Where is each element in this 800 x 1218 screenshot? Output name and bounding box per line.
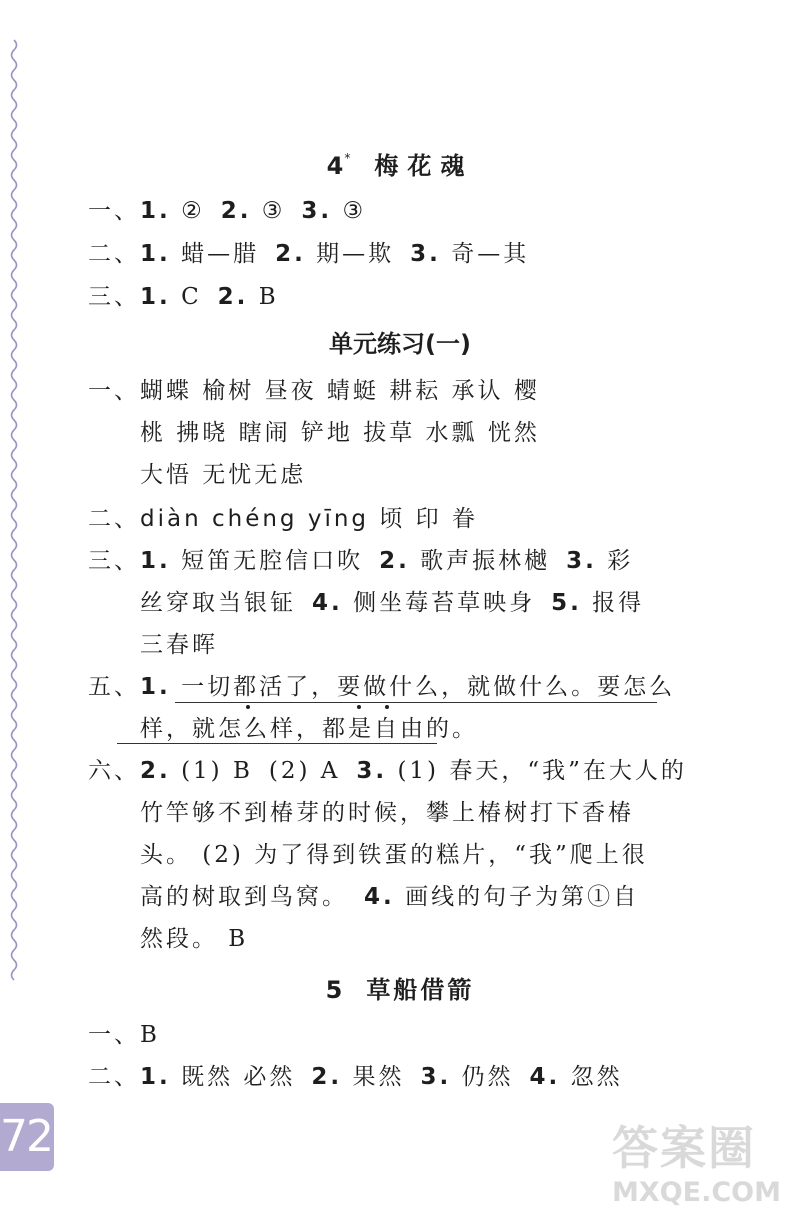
item-answer: 报得 <box>592 590 645 616</box>
item-answer: 头。 (2) 为了得到铁蛋的糕片，“我”爬上很 <box>140 842 648 868</box>
answer-line <box>140 414 540 447</box>
item-number: 2. <box>311 1064 343 1090</box>
answer-line <box>140 456 306 489</box>
answer-text: diàn chéng yīng 顷 印 眷 <box>140 506 478 532</box>
item-number: 3. <box>356 758 388 784</box>
answer-text: 桃 拂晓 瞎闹 铲地 拔草 水瓢 恍然 <box>140 420 540 446</box>
item-number: 2. <box>220 198 252 224</box>
item-answer: 然段。 B <box>140 926 249 952</box>
answer-line <box>88 500 478 533</box>
item-answer: 彩 <box>607 548 634 574</box>
answer-line <box>140 584 644 617</box>
underlined-answer: 一切都活了，要做什么，就做什么。要怎么 <box>181 674 676 700</box>
question-prefix: 一、 <box>88 1022 140 1048</box>
answer-line <box>88 1016 160 1049</box>
item-answer: 高的树取到鸟窝。 <box>140 884 348 910</box>
item-number: 1. <box>140 241 171 267</box>
emphasis-dot <box>357 705 361 709</box>
answer-line <box>140 626 218 659</box>
answer-line <box>140 836 648 869</box>
item-answer: ③ <box>342 198 367 224</box>
question-prefix: 三、 <box>88 548 140 574</box>
question-prefix: 二、 <box>88 1064 140 1090</box>
answer-underline <box>117 743 437 744</box>
item-number: 4. <box>529 1064 561 1090</box>
question-prefix: 六、 <box>88 758 140 784</box>
item-answer: ③ <box>261 198 286 224</box>
item-number: 2. <box>140 758 171 784</box>
answer-line <box>140 794 634 827</box>
item-answer: 歌声振林樾 <box>420 548 551 574</box>
item-answer: 画线的句子为第①自 <box>405 884 640 910</box>
item-answer: 仍然 <box>461 1064 514 1090</box>
item-number: 2. <box>275 241 306 267</box>
section-number: 4 <box>326 152 344 180</box>
item-answer: ② <box>181 198 205 224</box>
answer-line <box>88 372 540 405</box>
item-answer: 既然 必然 <box>181 1064 296 1090</box>
section-title-unit-practice <box>0 324 800 359</box>
emphasis-dot <box>246 705 250 709</box>
section-number: 5 <box>325 976 343 1004</box>
emphasis-dot <box>385 705 389 709</box>
section-title-text: 草船借箭 <box>366 976 475 1004</box>
answer-line <box>88 192 366 225</box>
item-number: 4. <box>364 884 395 910</box>
answer-line <box>140 710 478 743</box>
question-prefix: 二、 <box>88 241 140 267</box>
optional-mark: * <box>344 151 351 165</box>
question-prefix: 二、 <box>88 506 140 532</box>
item-answer: (1) B <box>181 758 253 784</box>
item-number: 2. <box>379 548 410 574</box>
item-number: 4. <box>312 590 343 616</box>
item-number: 3. <box>420 1064 452 1090</box>
item-number: 2. <box>217 284 249 310</box>
item-number: 3. <box>566 548 597 574</box>
item-answer: (1) 春天，“我”在大人的 <box>397 758 687 784</box>
item-answer: 忽然 <box>570 1064 623 1090</box>
section-title-text: 梅花魂 <box>374 152 474 180</box>
page-number-tab: 72 <box>0 1103 54 1171</box>
answer-line <box>140 878 639 911</box>
item-number: 3. <box>301 198 333 224</box>
question-prefix: 一、 <box>88 378 140 404</box>
item-answer: 期—欺 <box>316 241 395 267</box>
underlined-answer: 样，就怎么样，都是自由的。 <box>140 716 478 742</box>
answer-line <box>88 278 279 311</box>
item-answer: 竹竿够不到椿芽的时候，攀上椿树打下香椿 <box>140 800 634 826</box>
answer-text: 大悟 无忧无虑 <box>140 462 307 488</box>
answer-line <box>88 752 687 785</box>
watermark-url: MXQE.COM <box>612 1177 781 1208</box>
question-prefix: 三、 <box>88 284 140 310</box>
item-answer: 奇—其 <box>451 241 530 267</box>
item-answer: 短笛无腔信口吹 <box>181 548 364 574</box>
section-title-4 <box>0 146 800 181</box>
question-prefix: 五、 <box>88 674 140 700</box>
watermark <box>612 1118 800 1218</box>
item-number: 1. <box>140 198 171 224</box>
item-answer: 蜡—腊 <box>181 241 260 267</box>
item-number: 1. <box>140 284 171 310</box>
item-answer: B <box>140 1022 160 1048</box>
item-answer: 三春晖 <box>140 632 218 658</box>
item-number: 1. <box>140 674 171 700</box>
item-answer: 侧坐莓苔草映身 <box>353 590 536 616</box>
item-number: 1. <box>140 1064 171 1090</box>
item-answer: 果然 <box>352 1064 405 1090</box>
answer-line <box>88 235 529 268</box>
section-title-text: 单元练习(一) <box>329 330 471 358</box>
item-answer: B <box>258 284 279 310</box>
answer-line <box>140 920 248 953</box>
answer-text: 蝴蝶 榆树 昼夜 蜻蜓 耕耘 承认 樱 <box>140 378 540 404</box>
watermark-title: 答案圈 <box>612 1121 756 1175</box>
question-prefix: 一、 <box>88 198 140 224</box>
section-title-5 <box>0 970 800 1005</box>
item-number: 1. <box>140 548 171 574</box>
item-number: 5. <box>551 590 582 616</box>
item-answer: 丝穿取当银钲 <box>140 590 296 616</box>
item-answer: (2) A <box>268 758 341 784</box>
answer-line <box>88 668 675 701</box>
item-number: 3. <box>410 241 441 267</box>
answer-line <box>88 542 633 575</box>
answer-underline <box>175 702 657 703</box>
answer-line <box>88 1058 623 1091</box>
item-answer: C <box>181 284 202 310</box>
